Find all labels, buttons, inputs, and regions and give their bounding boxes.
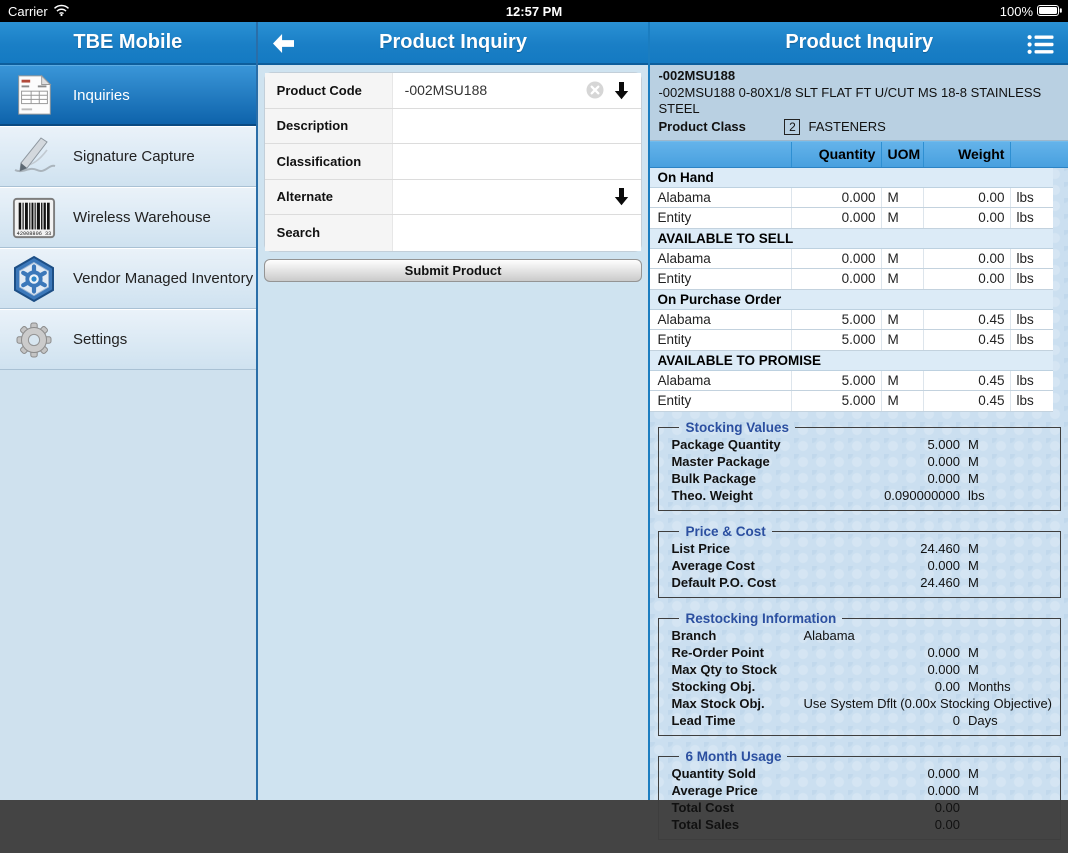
weight-cell: 0.45	[923, 391, 1010, 411]
weight-unit-cell: lbs	[1010, 188, 1038, 208]
group-title-price-cost: Price & Cost	[685, 523, 766, 539]
group-row-unit: M	[968, 574, 979, 590]
group-row-unit: M	[968, 661, 979, 677]
section-header-on-purchase-order: On Purchase Order	[650, 290, 1053, 310]
group-row-value: 24.460	[920, 574, 960, 590]
group-row-unit: Months	[968, 678, 1011, 694]
group-row-quantity-sold	[671, 765, 1052, 782]
signature-icon	[10, 133, 58, 181]
app-title: TBE Mobile	[73, 31, 183, 53]
sidebar-item-signature-capture[interactable]	[0, 126, 256, 187]
location-cell: Alabama	[657, 311, 711, 327]
field-label: Alternate	[265, 180, 393, 215]
clear-icon[interactable]	[586, 81, 604, 99]
group-row-label: Max Qty to Stock	[671, 661, 777, 677]
sidebar-item-label: Inquiries	[73, 86, 130, 104]
weight-unit-cell: lbs	[1010, 391, 1038, 411]
inventory-row-available-to-sell-alabama	[650, 249, 1053, 270]
detail-scroll-area[interactable]	[650, 65, 1068, 853]
back-button[interactable]	[272, 33, 295, 54]
list-menu-button[interactable]	[1027, 34, 1054, 55]
inventory-row-on-hand-entity	[650, 208, 1053, 229]
form-row-description	[265, 109, 642, 145]
group-row-value: 0.000	[927, 782, 960, 798]
sidebar-item-vendor-managed-inventory[interactable]	[0, 248, 256, 309]
svg-text:42008806 33: 42008806 33	[16, 230, 52, 237]
group-row-unit: M	[968, 644, 979, 660]
location-cell: Entity	[657, 271, 692, 287]
uom-cell: M	[881, 310, 923, 330]
weight-cell: 0.45	[923, 330, 1010, 350]
group-row-value: 0.000	[927, 661, 960, 677]
weight-unit-cell: lbs	[1010, 330, 1038, 350]
group-row-value: Use System Dflt (0.00x Stocking Objective)	[803, 695, 1052, 711]
uom-cell: M	[881, 330, 923, 350]
group-row-unit: M	[968, 470, 979, 486]
group-row-label: Max Stock Obj.	[671, 695, 765, 711]
group-row-label: List Price	[671, 540, 730, 556]
product-class-code-badge: 2	[784, 119, 800, 135]
weight-cell: 0.00	[923, 269, 1010, 289]
weight-unit-cell: lbs	[1010, 249, 1038, 269]
location-cell: Entity	[657, 210, 692, 226]
group-title-restocking-information: Restocking Information	[685, 610, 837, 626]
location-cell: Entity	[657, 393, 692, 409]
group-row-master-package	[671, 453, 1052, 470]
group-row-theo-weight	[671, 487, 1052, 504]
inventory-row-on-purchase-order-entity	[650, 330, 1053, 351]
sidebar-item-label: Signature Capture	[73, 148, 195, 165]
group-price-cost	[658, 524, 1061, 598]
group-6-month-usage	[658, 749, 1061, 840]
group-row-label: Package Quantity	[671, 436, 781, 452]
submit-product-button[interactable]: Submit Product	[264, 259, 643, 282]
group-row-label: Total Sales	[671, 816, 740, 832]
group-row-stocking-obj	[671, 678, 1052, 695]
product-search-form	[264, 72, 643, 252]
form-panel-title: Product Inquiry	[379, 31, 527, 53]
clock-label: 12:57 PM	[505, 3, 563, 19]
group-restocking-information	[658, 611, 1061, 736]
group-row-value: 0.000	[927, 765, 960, 781]
vmi-hex-gear-icon	[10, 255, 58, 303]
uom-cell: M	[881, 249, 923, 269]
section-header-on-hand: On Hand	[650, 168, 1053, 188]
quantity-cell: 5.000	[791, 330, 881, 350]
alternate-input[interactable]	[393, 189, 615, 205]
group-row-unit: M	[968, 453, 979, 469]
group-row-value: 0.000	[927, 644, 960, 660]
detail-panel-title: Product Inquiry	[785, 31, 934, 53]
group-row-value: 0.00	[934, 816, 960, 832]
group-row-label: Default P.O. Cost	[671, 574, 776, 590]
group-row-value: 0.00	[934, 678, 960, 694]
field-label: Classification	[265, 144, 393, 179]
group-row-value: 0.00	[934, 799, 960, 815]
product-description-text: -002MSU188 0-80X1/8 SLT FLAT FT U/CUT MS 18-8 STAINLESS STEEL	[658, 84, 1042, 117]
sidebar-item-inquiries[interactable]	[0, 65, 256, 126]
group-row-total-sales	[671, 816, 1052, 833]
group-row-label: Branch	[671, 627, 717, 643]
quantity-cell: 0.000	[791, 249, 881, 269]
quantity-cell: 5.000	[791, 310, 881, 330]
weight-cell: 0.00	[923, 208, 1010, 228]
group-row-value: 0	[952, 712, 960, 728]
group-row-label: Bulk Package	[671, 470, 757, 486]
sidebar-item-settings[interactable]	[0, 309, 256, 370]
form-panel-header	[258, 22, 649, 65]
group-row-value: 0.000	[927, 453, 960, 469]
field-label: Description	[265, 109, 393, 144]
weight-cell: 0.45	[923, 310, 1010, 330]
group-row-average-price	[671, 782, 1052, 799]
group-row-value: Alabama	[803, 627, 855, 643]
group-title-stocking-values: Stocking Values	[685, 419, 790, 435]
status-bar	[0, 0, 1068, 22]
group-row-unit: lbs	[968, 487, 985, 503]
weight-cell: 0.00	[923, 249, 1010, 269]
group-row-bulk-package	[671, 470, 1052, 487]
form-row-classification	[265, 144, 642, 180]
classification-input[interactable]	[393, 153, 642, 169]
group-row-total-cost	[671, 799, 1052, 816]
group-row-average-cost	[671, 557, 1052, 574]
sidebar-item-label: Settings	[73, 331, 128, 348]
group-row-lead-time	[671, 712, 1052, 729]
weight-unit-cell: lbs	[1010, 310, 1038, 330]
uom-cell: M	[881, 269, 923, 289]
group-row-label: Re-Order Point	[671, 644, 764, 660]
quantity-cell: 5.000	[791, 371, 881, 391]
section-header-available-to-promise: AVAILABLE TO PROMISE	[650, 351, 1053, 371]
inventory-row-on-purchase-order-alabama	[650, 310, 1053, 331]
product-class-name: FASTENERS	[808, 118, 886, 134]
group-row-unit: M	[968, 557, 979, 573]
inventory-table	[650, 141, 1068, 412]
column-header-uom: UOM	[881, 142, 923, 167]
barcode-icon	[10, 194, 58, 242]
group-row-package-quantity	[671, 436, 1052, 453]
weight-unit-cell: lbs	[1010, 208, 1038, 228]
location-cell: Alabama	[657, 372, 711, 388]
group-row-label: Lead Time	[671, 712, 736, 728]
detail-panel-header	[650, 22, 1068, 65]
group-row-value: 24.460	[920, 540, 960, 556]
sidebar	[0, 22, 258, 800]
uom-cell: M	[881, 188, 923, 208]
group-row-value: 0.000	[927, 470, 960, 486]
inventory-row-on-hand-alabama	[650, 188, 1053, 209]
field-label: Product Code	[265, 73, 393, 108]
group-stocking-values	[658, 420, 1061, 511]
weight-unit-cell: lbs	[1010, 269, 1038, 289]
weight-cell: 0.00	[923, 188, 1010, 208]
uom-cell: M	[881, 208, 923, 228]
form-row-product-code	[265, 73, 642, 109]
group-row-label: Theo. Weight	[671, 487, 753, 503]
inventory-row-available-to-promise-entity	[650, 391, 1053, 412]
group-row-label: Average Price	[671, 782, 758, 798]
carrier-label: Carrier	[8, 3, 48, 19]
location-cell: Alabama	[657, 250, 711, 266]
location-cell: Alabama	[657, 189, 711, 205]
quantity-cell: 0.000	[791, 188, 881, 208]
group-row-label: Total Cost	[671, 799, 735, 815]
battery-percent-label: 100%	[999, 3, 1033, 19]
column-header-blank0	[650, 142, 791, 167]
product-code-text: -002MSU188	[658, 68, 736, 83]
group-row-label: Quantity Sold	[671, 765, 756, 781]
uom-cell: M	[881, 371, 923, 391]
group-row-max-stock-obj	[671, 695, 1052, 712]
inventory-row-available-to-sell-entity	[650, 269, 1053, 290]
product-detail-panel	[650, 22, 1068, 832]
product-class-label: Product Class	[658, 118, 746, 134]
weight-unit-cell: lbs	[1010, 371, 1038, 391]
down-arrow-icon[interactable]	[614, 187, 629, 206]
inventory-table-body	[650, 168, 1053, 412]
sidebar-item-label: Wireless Warehouse	[73, 209, 211, 226]
group-row-unit: M	[968, 782, 979, 798]
product-inquiry-form-panel	[258, 22, 651, 800]
group-row-value: 5.000	[927, 436, 960, 452]
sidebar-item-label: Vendor Managed Inventory	[73, 270, 254, 287]
inventory-table-header	[650, 141, 1068, 168]
inventory-row-available-to-promise-alabama	[650, 371, 1053, 392]
section-header-available-to-sell: AVAILABLE TO SELL	[650, 229, 1053, 249]
quantity-cell: 0.000	[791, 208, 881, 228]
group-row-unit: Days	[968, 712, 998, 728]
group-row-unit: M	[968, 540, 979, 556]
group-title-6-month-usage: 6 Month Usage	[685, 748, 782, 764]
description-input[interactable]	[393, 118, 642, 134]
group-row-branch	[671, 627, 1052, 644]
uom-cell: M	[881, 391, 923, 411]
group-row-list-price	[671, 540, 1052, 557]
invoice-icon	[10, 71, 58, 119]
weight-cell: 0.45	[923, 371, 1010, 391]
group-row-value: 0.090000000	[884, 487, 960, 503]
group-row-value: 0.000	[927, 557, 960, 573]
field-label: Search	[265, 215, 393, 251]
column-header-weight: Weight	[923, 142, 1010, 167]
quantity-cell: 0.000	[791, 269, 881, 289]
sidebar-header	[0, 22, 256, 65]
group-row-label: Average Cost	[671, 557, 755, 573]
group-row-max-qty-to-stock	[671, 661, 1052, 678]
group-row-label: Stocking Obj.	[671, 678, 756, 694]
quantity-cell: 5.000	[791, 391, 881, 411]
product-info-block	[650, 65, 1068, 141]
group-row-unit: M	[968, 436, 979, 452]
product-code-input[interactable]	[393, 82, 587, 98]
group-row-label: Master Package	[671, 453, 770, 469]
form-row-alternate	[265, 180, 642, 216]
group-row-re-order-point	[671, 644, 1052, 661]
group-row-default-p-o-cost	[671, 574, 1052, 591]
location-cell: Entity	[657, 332, 692, 348]
detail-groups	[650, 412, 1068, 840]
sidebar-menu	[0, 65, 256, 370]
form-row-search	[265, 215, 642, 251]
column-header-quantity: Quantity	[791, 142, 881, 167]
search-input[interactable]	[393, 225, 642, 241]
down-arrow-icon[interactable]	[614, 81, 629, 100]
sidebar-item-wireless-warehouse[interactable]	[0, 187, 256, 248]
gear-icon	[10, 316, 58, 364]
column-header-blank4	[1010, 142, 1068, 167]
group-row-unit: M	[968, 765, 979, 781]
